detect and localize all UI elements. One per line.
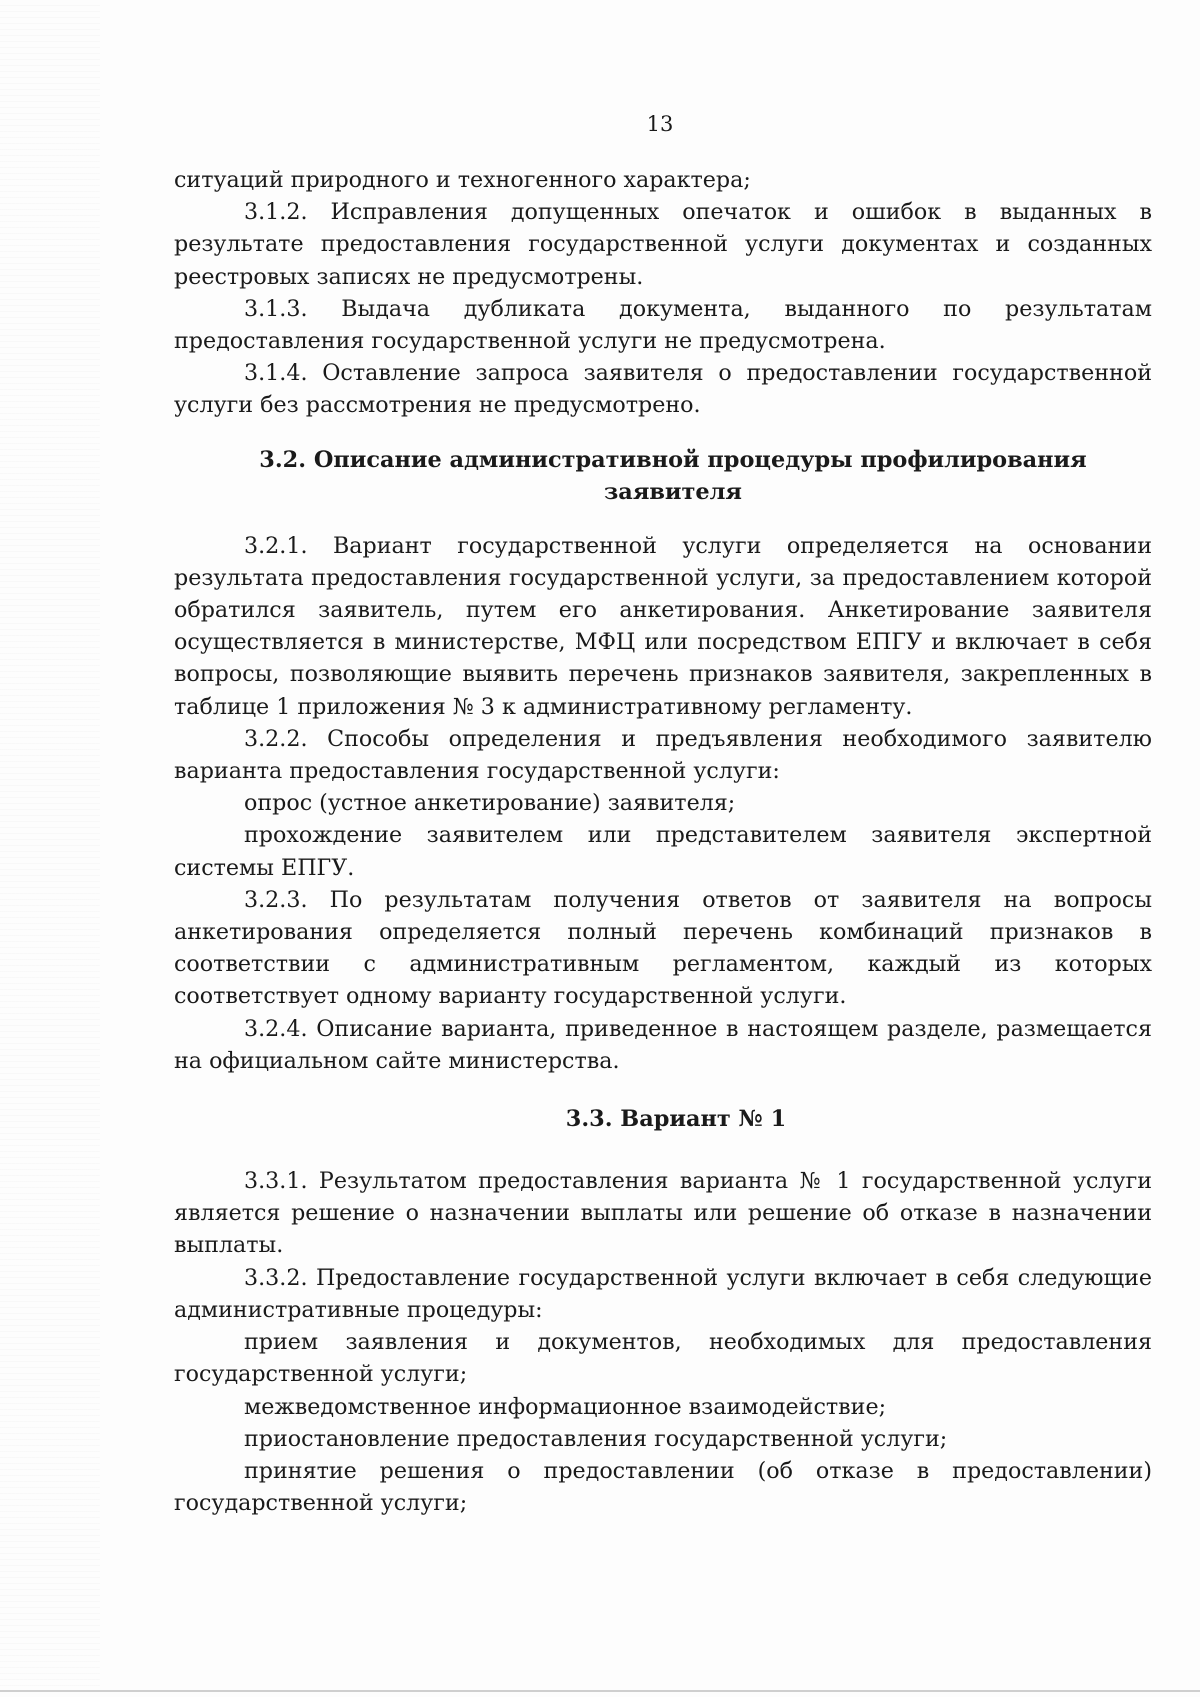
document-body [174, 164, 1152, 1519]
list-item-application-intake: прием заявления и документов, необходимых для предоставления государственной услуги; [174, 1329, 1152, 1388]
paragraph-3-1-2: 3.1.2. Исправления допущенных опечаток и ошибок в выданных в результате предоставления государственной услуги документах и созданных реестровых записях не предусмотрены. [174, 199, 1152, 290]
page-number: 13 [646, 112, 674, 136]
paragraph-3-3-1: 3.3.1. Результатом предоставления варианта № 1 государственной услуги является решение о назначении выплаты или решение об отказе в назначении выплаты. [174, 1168, 1152, 1259]
list-item-decision: принятие решения о предоставлении (об отказе в предоставлении) государственной услуги; [174, 1457, 1152, 1517]
list-item-interagency-interaction: межведомственное информационное взаимодействие; [244, 1393, 887, 1420]
section-3-3-heading: 3.3. Вариант № 1 [565, 1106, 787, 1133]
scan-margin-texture [0, 0, 100, 1697]
paragraph-3-1-3: 3.1.3. Выдача дубликата документа, выданного по результатам предоставления государственной услуги не предусмотрена. [174, 295, 1152, 355]
paragraph-3-2-1: 3.2.1. Вариант государственной услуги определяется на основании результата предоставления государственной услуги, за предоставлением которой обратился заявитель, путем его анкетирования. Анкетирование заявителя осуществляется в министерстве, МФЦ или посредством ЕПГУ и включает в себя вопросы, позволяющие выявить перечень признаков заявителя, закрепленных в таблице 1 приложения № 3 к административному регламенту. [174, 532, 1152, 720]
list-item-suspension: приостановление предоставления государственной услуги; [244, 1425, 948, 1452]
section-3-2-heading-line-1: 3.2. Описание административной процедуры профилирования [259, 446, 1087, 473]
paragraph-3-2-4: 3.2.4. Описание варианта, приведенное в настоящем разделе, размещается на официальном сайте министерства. [174, 1015, 1152, 1074]
list-item-oral-survey: опрос (устное анкетирование) заявителя; [244, 790, 736, 817]
list-item-expert-system: прохождение заявителем или представителем заявителя экспертной системы ЕПГУ. [174, 822, 1152, 881]
scan-edge-line [0, 1690, 1200, 1692]
paragraph-3-2-2: 3.2.2. Способы определения и предъявления необходимого заявителю варианта предоставления государственной услуги: [174, 725, 1152, 785]
paragraph-3-3-2: 3.3.2. Предоставление государственной услуги включает в себя следующие административные процедуры: [174, 1264, 1152, 1323]
paragraph-3-1-4: 3.1.4. Оставление запроса заявителя о предоставлении государственной услуги без рассмотрения не предусмотрено. [174, 360, 1152, 419]
section-3-2-heading [174, 444, 1152, 508]
paragraph-3-1-1-tail: ситуаций природного и техногенного характера; [174, 167, 751, 193]
paragraph-3-2-3: 3.2.3. По результатам получения ответов от заявителя на вопросы анкетирования определяется полный перечень комбинаций признаков в соответствии с административным регламентом, каждый из которых соответствует одному варианту государственной услуги. [174, 886, 1152, 1010]
section-3-2-heading-line-2: заявителя [604, 478, 742, 505]
